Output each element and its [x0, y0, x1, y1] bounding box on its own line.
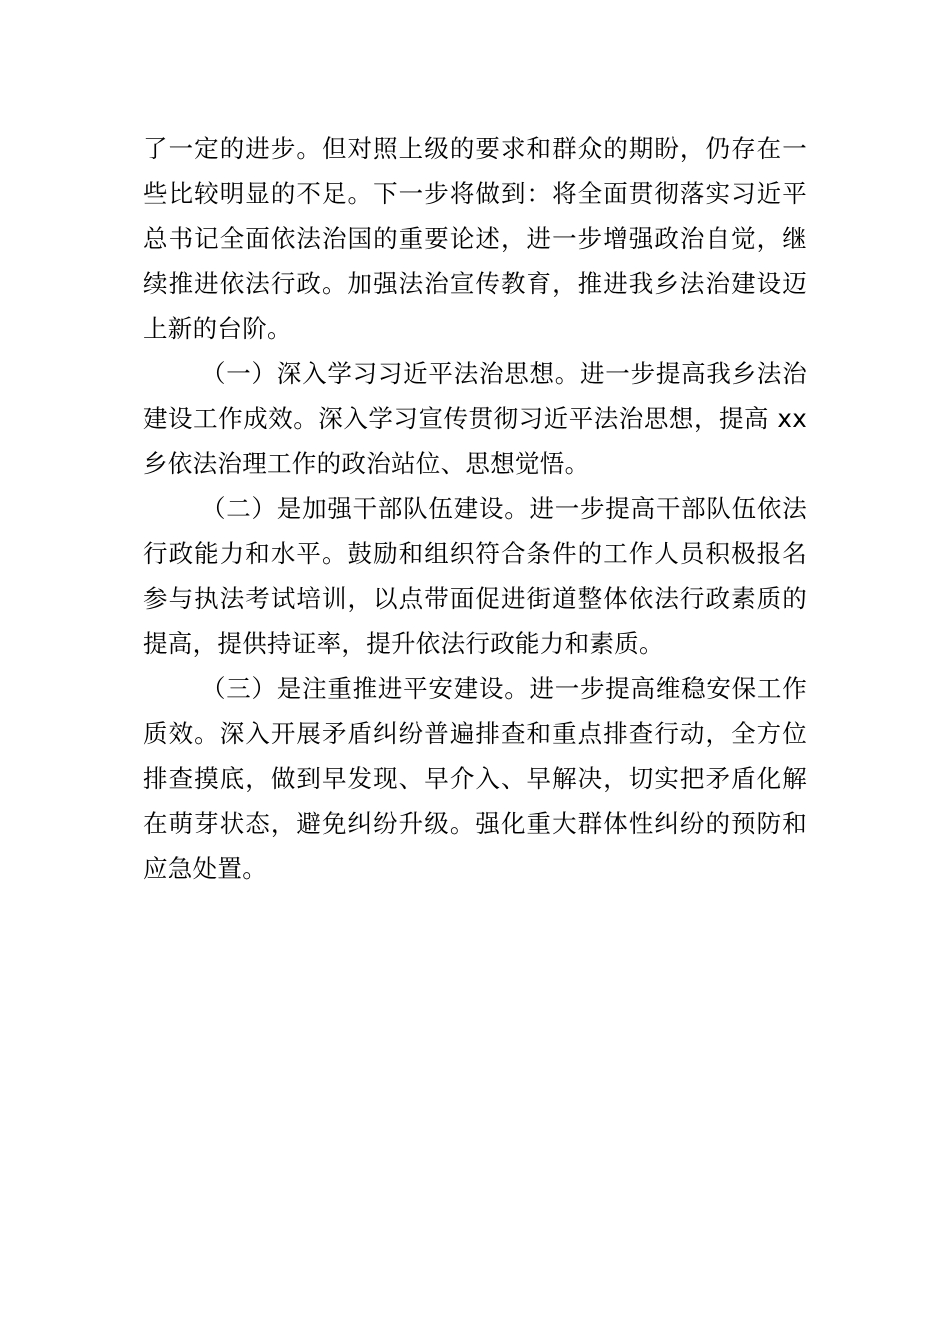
paragraph-item-3: （三）是注重推进平安建设。进一步提高维稳安保工作质效。深入开展矛盾纠纷普遍排查和重点排查行动，全方位排查摸底，做到早发现、早介入、早解决，切实把矛盾化解在萌芽状态，避免纠纷升级。强化重大群体性纠纷的预防和应急处置。 [143, 674, 807, 883]
paragraph-item-2: （二）是加强干部队伍建设。进一步提高干部队伍依法行政能力和水平。鼓励和组织符合条件的工作人员积极报名参与执法考试培训，以点带面促进街道整体依法行政素质的提高，提供持证率，提升依法行政能力和素质。 [143, 494, 807, 658]
paragraph-item-1: （一）深入学习习近平法治思想。进一步提高我乡法治建设工作成效。深入学习宣传贯彻习近平法治思想，提高 xx 乡依法治理工作的政治站位、思想觉悟。 [143, 359, 807, 478]
paragraph-intro: 了一定的进步。但对照上级的要求和群众的期盼，仍存在一些比较明显的不足。下一步将做到：将全面贯彻落实习近平总书记全面依法治国的重要论述，进一步增强政治自觉，继续推进依法行政。加强法治宣传教育，推进我乡法治建设迈上新的台阶。 [143, 134, 807, 343]
document-body [143, 126, 807, 891]
